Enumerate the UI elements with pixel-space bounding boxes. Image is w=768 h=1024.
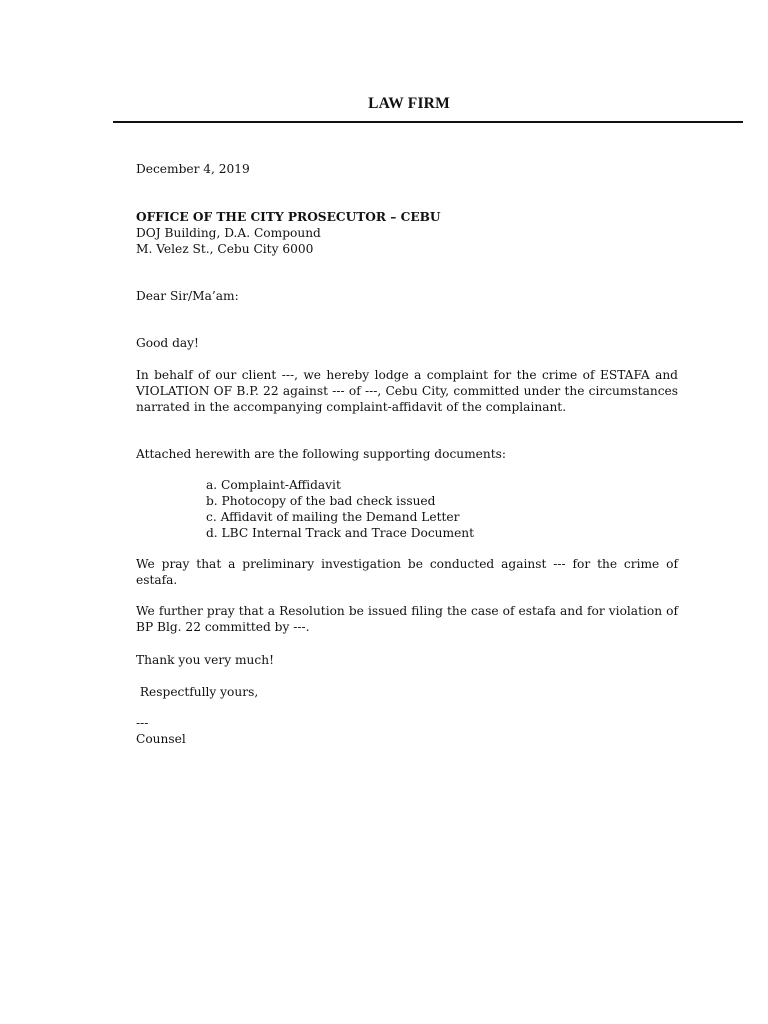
firm-name: LAW FIRM (368, 95, 450, 112)
signatory-title: Counsel (136, 732, 186, 746)
complaint-paragraph: In behalf of our client ---, we hereby lodge a complaint for the crime of ESTAFA and VIOLATION OF B.P. 22 against --- of ---, Cebu City, committed under the circumstances narrated in the accompanying complaint-affidavit of the complainant. (136, 368, 678, 414)
letter-date: December 4, 2019 (136, 162, 250, 176)
thanks-line: Thank you very much! (136, 653, 274, 667)
attachment-item: c. Affidavit of mailing the Demand Letter (206, 510, 460, 524)
attachment-item: b. Photocopy of the bad check issued (206, 494, 436, 508)
prayer-paragraph-1: We pray that a preliminary investigation be conducted against --- for the crime of estafa. (136, 557, 678, 587)
recipient-office: OFFICE OF THE CITY PROSECUTOR – CEBU (136, 210, 441, 224)
header-divider (113, 121, 743, 123)
greeting: Good day! (136, 336, 199, 350)
recipient-address-line2: M. Velez St., Cebu City 6000 (136, 242, 314, 256)
attachments-intro: Attached herewith are the following supporting documents: (136, 447, 506, 461)
salutation: Dear Sir/Ma’am: (136, 289, 239, 303)
attachment-item: a. Complaint-Affidavit (206, 478, 341, 492)
recipient-address-line1: DOJ Building, D.A. Compound (136, 226, 321, 240)
attachment-item: d. LBC Internal Track and Trace Document (206, 526, 475, 540)
prayer-paragraph-2: We further pray that a Resolution be issued filing the case of estafa and for violation of BP Blg. 22 committed by ---. (136, 604, 678, 634)
letterhead (0, 93, 768, 113)
complimentary-close: Respectfully yours, (136, 685, 259, 699)
signatory-name: --- (136, 716, 149, 730)
attachments-list (206, 477, 474, 541)
